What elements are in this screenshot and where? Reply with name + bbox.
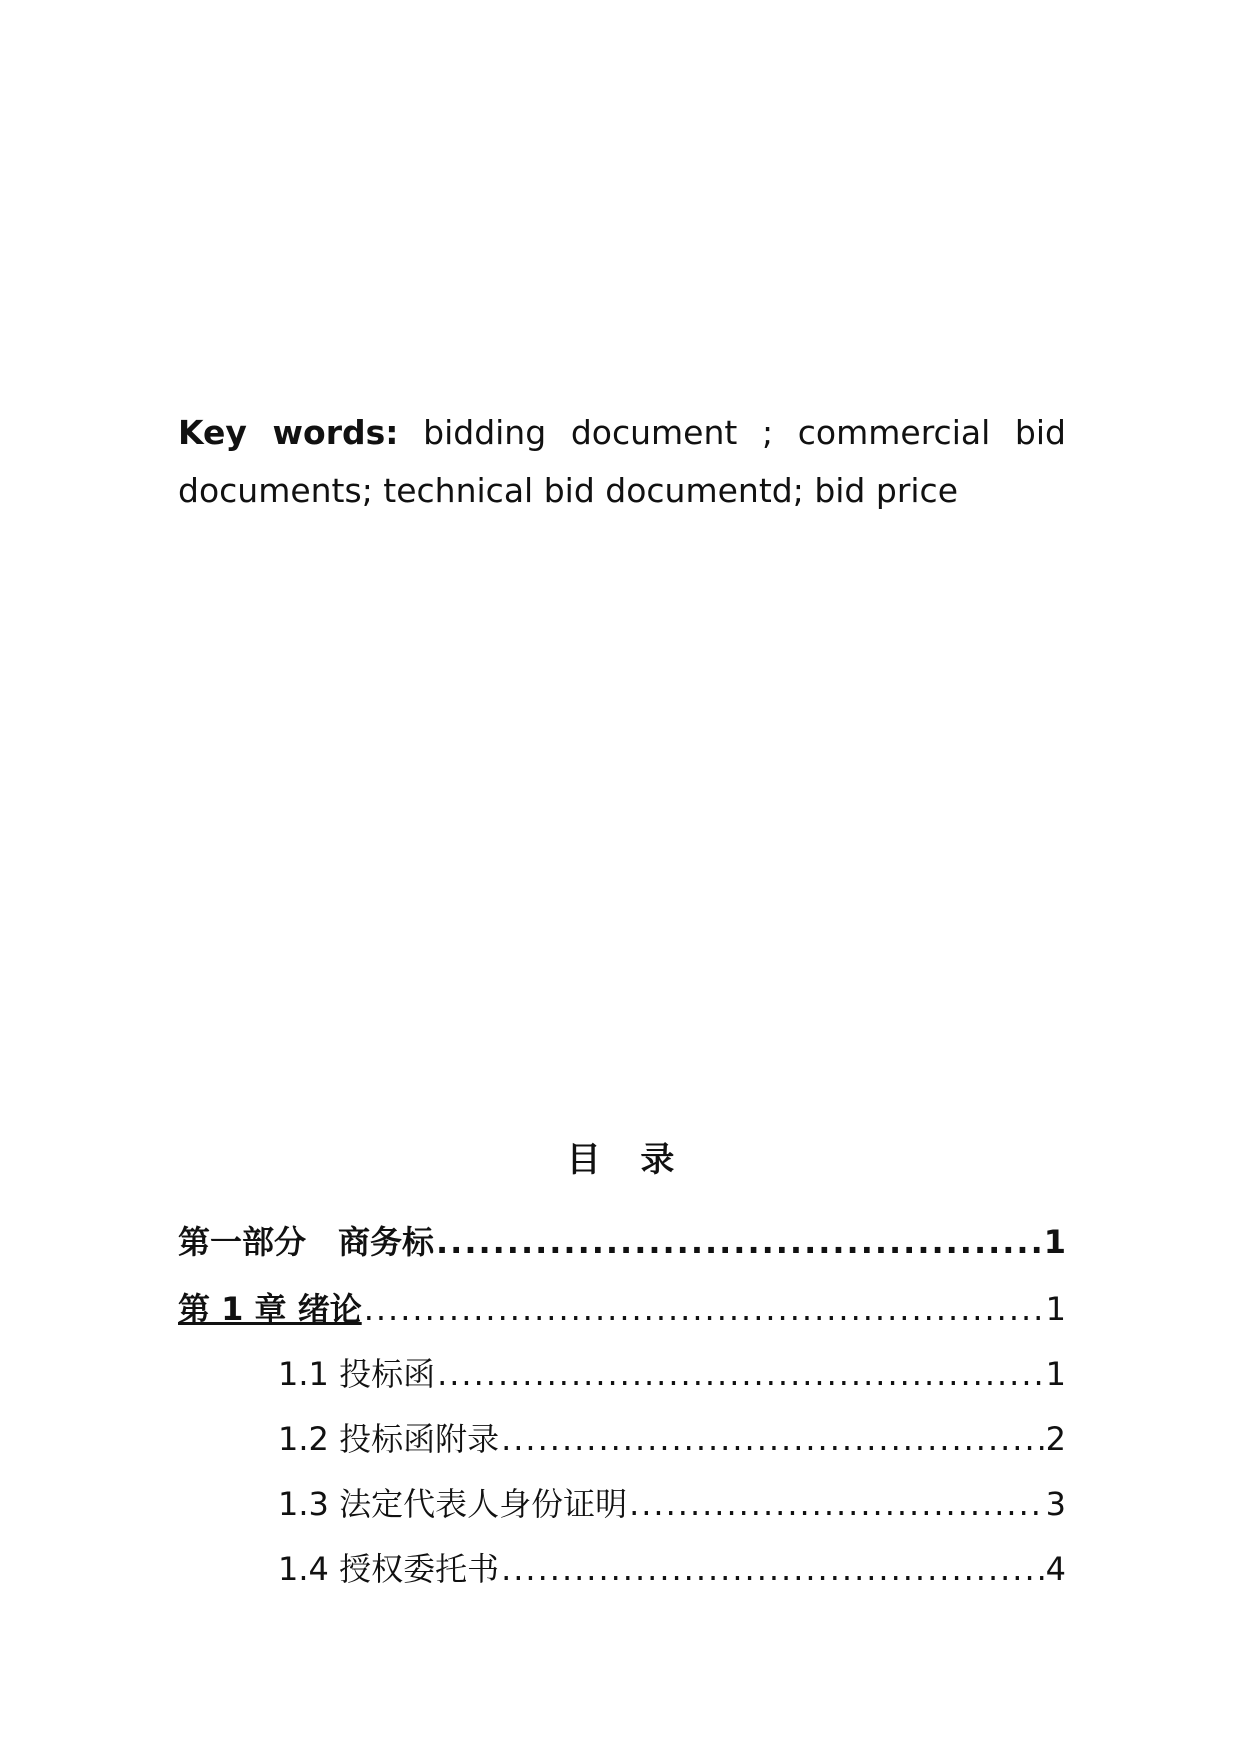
toc-entry-page: 1 <box>1045 1290 1066 1328</box>
toc-title-char-1: 目 <box>566 1140 601 1180</box>
toc-entry-1-2[interactable] <box>178 1417 1066 1461</box>
toc-entry-page: 1 <box>1045 1355 1066 1393</box>
toc-entry-1-4[interactable] <box>178 1547 1066 1591</box>
toc-leader-dots <box>629 1482 1044 1526</box>
toc-title-char-2: 录 <box>640 1140 675 1180</box>
toc-entry-label: 1.2 投标函附录 <box>278 1420 500 1458</box>
toc-title <box>0 1138 1241 1182</box>
toc-entry-page: 4 <box>1045 1550 1066 1588</box>
toc-entry-1-1[interactable] <box>178 1352 1066 1396</box>
toc-entry-1-3[interactable] <box>178 1482 1066 1526</box>
toc-entry-label: 1.4 授权委托书 <box>278 1550 500 1588</box>
toc-entry-page: 3 <box>1045 1485 1066 1523</box>
table-of-contents <box>178 1220 1066 1591</box>
toc-leader-dots <box>501 1417 1044 1461</box>
keywords-paragraph <box>178 404 1066 520</box>
keywords-text: bidding document ; commercial bid documents; technical bid documentd; bid price <box>178 413 1066 510</box>
toc-entry-page: 1 <box>1043 1223 1066 1261</box>
toc-entry-label: 1.1 投标函 <box>278 1355 436 1393</box>
toc-entry-page: 2 <box>1045 1420 1066 1458</box>
toc-leader-dots <box>436 1220 1042 1264</box>
toc-leader-dots <box>501 1547 1044 1591</box>
toc-entry-part-1[interactable] <box>178 1220 1066 1264</box>
toc-leader-dots <box>364 1287 1044 1331</box>
toc-entry-label: 1.3 法定代表人身份证明 <box>278 1485 628 1523</box>
keywords-label: Key words: <box>178 413 399 452</box>
toc-leader-dots <box>437 1352 1044 1396</box>
toc-entry-label: 第 1 章 绪论 <box>178 1290 362 1328</box>
toc-entry-chapter-1[interactable] <box>178 1287 1066 1331</box>
toc-entry-label: 第一部分 商务标 <box>178 1223 435 1261</box>
